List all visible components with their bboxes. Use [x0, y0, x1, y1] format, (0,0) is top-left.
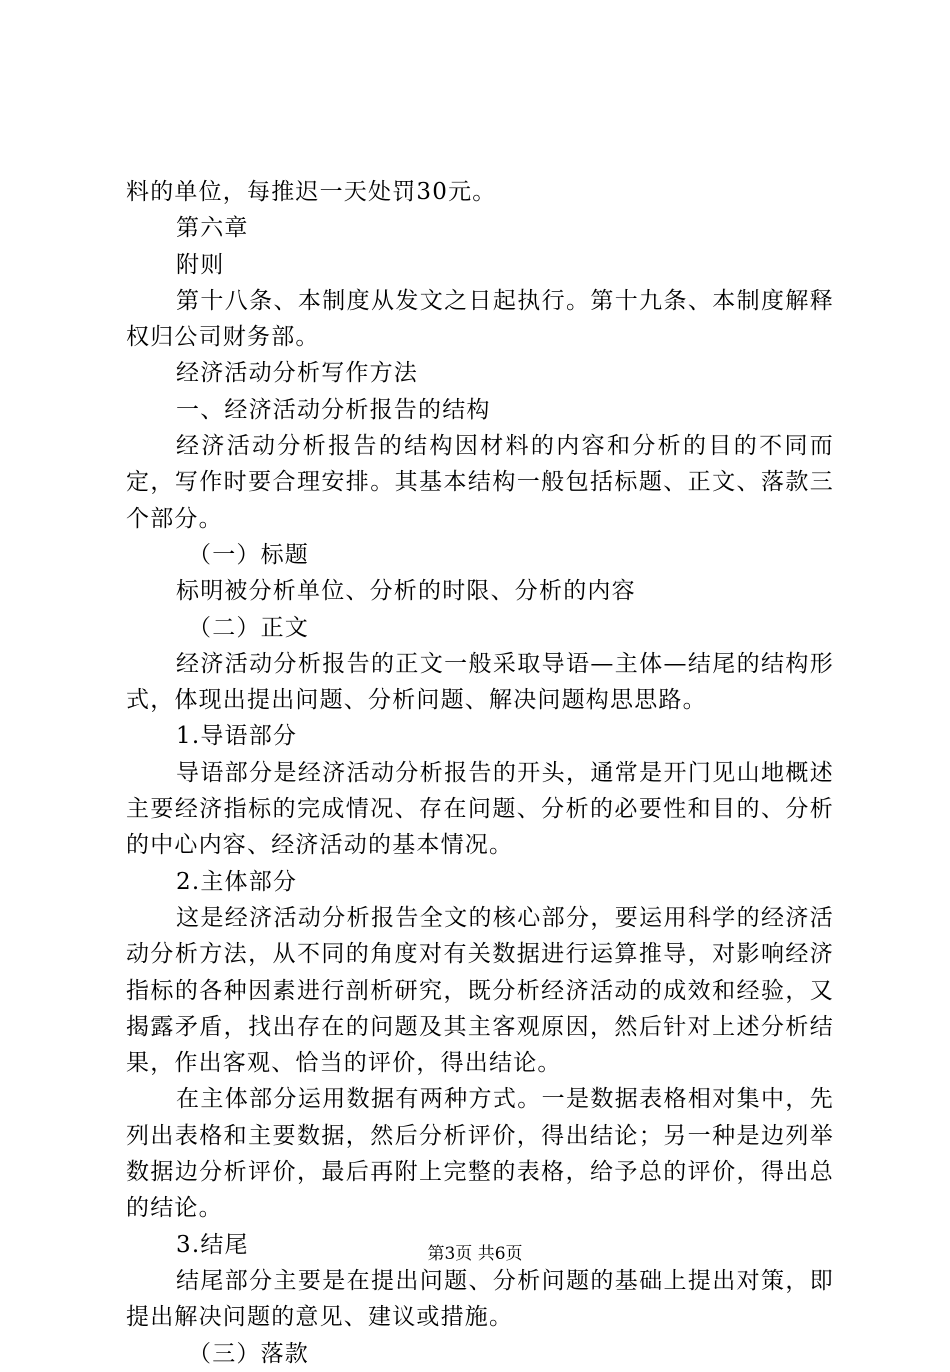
page-footer — [0, 1242, 950, 1266]
section-heading-1: 一、经济活动分析报告的结构 — [176, 396, 491, 423]
chapter-title: 附则 — [176, 251, 225, 278]
chapter-heading: 第六章 — [176, 215, 249, 242]
section-title: 经济活动分析写作方法 — [176, 360, 418, 387]
subheading-body: （二）正文 — [188, 614, 309, 641]
subheading-title: （一）标题 — [188, 541, 309, 568]
paragraph-body-desc: 经济活动分析报告的正文一般采取导语—主体—结尾的结构形式，体现出提出问题、分析问题、解决问题构思思路。 — [126, 650, 834, 714]
paragraph-articles: 第十八条、本制度从发文之日起执行。第十九条、本制度解释权归公司财务部。 — [126, 287, 834, 351]
paragraph-main: 这是经济活动分析报告全文的核心部分，要运用科学的经济活动分析方法，从不同的角度对有关数据进行运算推导，对影响经济指标的各种因素进行剖析研究，既分析经济活动的成效和经验，又揭露矛盾，找出存在的问题及其主客观原因，然后针对上述分析结果，作出客观、恰当的评价，得出结论。 — [126, 904, 834, 1077]
document-body — [126, 174, 834, 1372]
paragraph-data-methods: 在主体部分运用数据有两种方式。一是数据表格相对集中，先列出表格和主要数据，然后分析评价，得出结论；另一种是边列举数据边分析评价，最后再附上完整的表格，给予总的评价，得出总的结论。 — [126, 1086, 834, 1222]
subheading-ending: 3.结尾 — [176, 1231, 249, 1258]
subheading-main: 2.主体部分 — [176, 868, 298, 895]
subheading-signature: （三）落款 — [188, 1340, 309, 1367]
paragraph-continuation: 料的单位，每推迟一天处罚30元。 — [126, 179, 497, 205]
paragraph-structure: 经济活动分析报告的结构因材料的内容和分析的目的不同而定，写作时要合理安排。其基本结构一般包括标题、正文、落款三个部分。 — [126, 433, 834, 532]
subheading-intro: 1.导语部分 — [176, 723, 298, 750]
paragraph-title-desc: 标明被分析单位、分析的时限、分析的内容 — [176, 578, 636, 605]
page-number: 第3页 共6页 — [427, 1244, 523, 1264]
paragraph-ending: 结尾部分主要是在提出问题、分析问题的基础上提出对策，即提出解决问题的意见、建议或措施。 — [126, 1267, 834, 1331]
paragraph-intro: 导语部分是经济活动分析报告的开头，通常是开门见山地概述主要经济指标的完成情况、存在问题、分析的必要性和目的、分析的中心内容、经济活动的基本情况。 — [126, 759, 834, 859]
